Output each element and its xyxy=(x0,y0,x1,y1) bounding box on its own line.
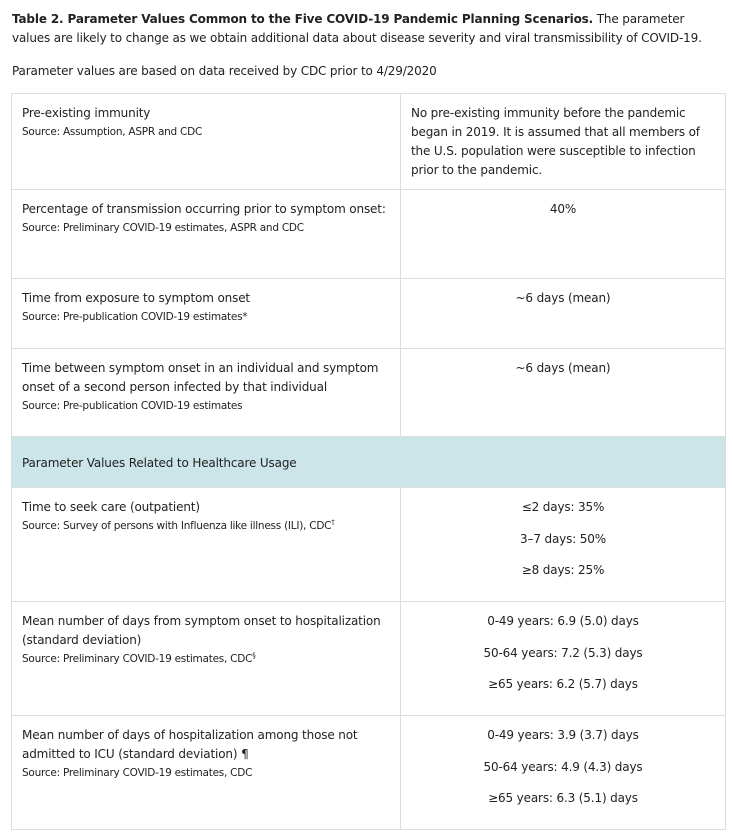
parameter-name: Percentage of transmission occurring prior to symptom onset: xyxy=(22,202,386,216)
table-caption xyxy=(12,10,720,48)
footnote-mark: ¶ xyxy=(241,747,249,761)
parameter-value: ≥65 years: 6.3 (5.1) days xyxy=(488,791,638,805)
parameter-value: 0-49 years: 3.9 (3.7) days xyxy=(487,728,639,742)
value-cell xyxy=(401,349,726,437)
data-date-note: Parameter values are based on data received by CDC prior to 4/29/2020 xyxy=(12,64,437,78)
footnote-mark: † xyxy=(331,518,335,527)
value-cell xyxy=(401,279,726,349)
parameter-source xyxy=(22,650,390,668)
parameter-name xyxy=(22,726,390,764)
parameter-value: 50-64 years: 4.9 (4.3) days xyxy=(483,759,643,774)
footnote-mark: § xyxy=(252,651,256,660)
parameter-cell xyxy=(12,94,401,190)
parameter-cell xyxy=(12,488,401,602)
parameter-cell xyxy=(12,349,401,437)
value-cell xyxy=(401,190,726,279)
parameter-cell xyxy=(12,602,401,716)
source-text: Source: Preliminary COVID-19 estimates, CDC xyxy=(22,653,253,665)
parameter-name: Time from exposure to symptom onset xyxy=(22,291,250,305)
table-caption-text: The parameter values are likely to change as we obtain additional data about disease severity and viral transmissibility of COVID-19. xyxy=(12,12,702,45)
parameter-cell xyxy=(12,190,401,279)
value-cell xyxy=(401,716,726,830)
source-text: Source: Pre-publication COVID-19 estimates xyxy=(22,311,243,323)
source-text: Source: Survey of persons with Influenza like illness (ILI), CDC xyxy=(22,520,332,532)
parameter-value: ≤2 days: 35% xyxy=(521,500,605,514)
parameter-value: ≥8 days: 25% xyxy=(521,563,605,577)
name-text: Mean number of days of hospitalization among those not admitted to ICU (standard deviation) xyxy=(22,728,358,761)
parameter-source: Source: Assumption, ASPR and CDC xyxy=(22,126,203,138)
parameter-name: Time between symptom onset in an individual and symptom onset of a second person infected by that individual xyxy=(22,361,379,394)
parameter-source: Source: Preliminary COVID-19 estimates, CDC xyxy=(22,767,253,779)
parameter-table xyxy=(11,93,726,830)
table-row xyxy=(12,488,726,602)
value-cell xyxy=(401,94,726,190)
section-title: Parameter Values Related to Healthcare Usage xyxy=(22,455,297,470)
parameter-value: 40% xyxy=(549,202,577,216)
parameter-value: ~6 days (mean) xyxy=(515,361,611,375)
table-row xyxy=(12,602,726,716)
parameter-name: Mean number of days from symptom onset to hospitalization (standard deviation) xyxy=(22,614,381,647)
footnote-mark: * xyxy=(242,311,248,323)
table-row xyxy=(12,716,726,830)
parameter-value: ≥65 years: 6.2 (5.7) days xyxy=(488,677,638,691)
parameter-value: ~6 days (mean) xyxy=(515,291,611,305)
table-row xyxy=(12,279,726,349)
table-row xyxy=(12,94,726,190)
parameter-source: Source: Preliminary COVID-19 estimates, ASPR and CDC xyxy=(22,222,304,234)
parameter-name: Pre-existing immunity xyxy=(22,106,151,120)
value-cell xyxy=(401,488,726,602)
parameter-value: 50-64 years: 7.2 (5.3) days xyxy=(483,645,643,660)
section-header-cell xyxy=(12,437,726,488)
parameter-value: 3–7 days: 50% xyxy=(520,531,606,546)
table-row xyxy=(12,190,726,279)
table-row xyxy=(12,349,726,437)
parameter-value: No pre-existing immunity before the pandemic began in 2019. It is assumed that all members of the U.S. population were susceptible to infection prior to the pandemic. xyxy=(411,106,700,177)
value-cell xyxy=(401,602,726,716)
parameter-source xyxy=(22,517,390,535)
parameter-cell xyxy=(12,716,401,830)
parameter-value: 0-49 years: 6.9 (5.0) days xyxy=(487,614,639,628)
parameter-source xyxy=(22,308,390,326)
parameter-cell xyxy=(12,279,401,349)
section-header-row xyxy=(12,437,726,488)
parameter-name: Time to seek care (outpatient) xyxy=(22,500,200,514)
table-title: Table 2. Parameter Values Common to the Five COVID-19 Pandemic Planning Scenarios. xyxy=(12,12,594,26)
parameter-source: Source: Pre-publication COVID-19 estimates xyxy=(22,400,243,412)
